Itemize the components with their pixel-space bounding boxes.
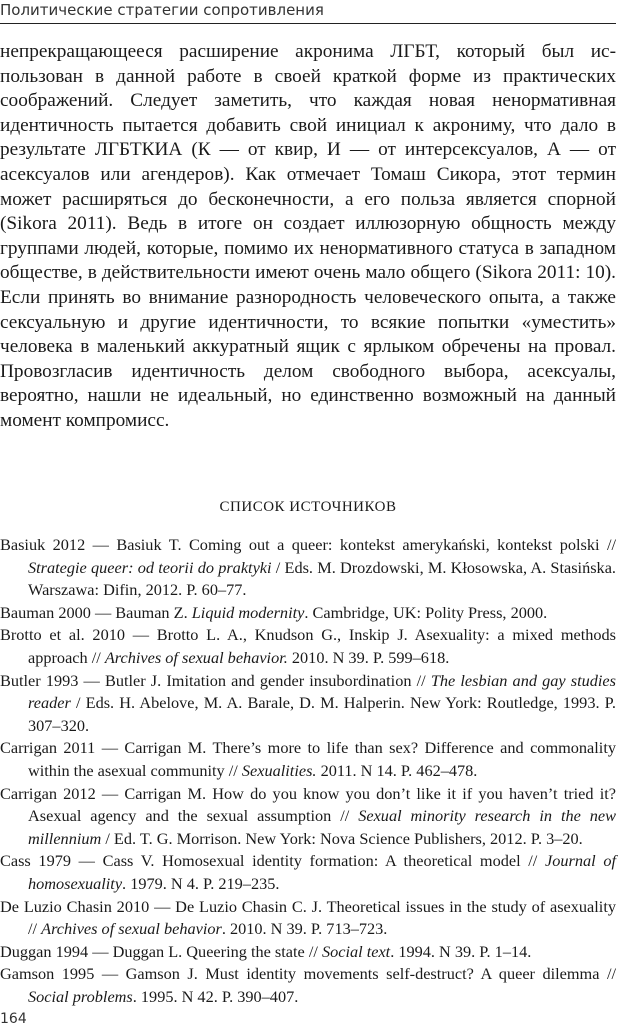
reference-entry: [0, 941, 616, 964]
reference-title: Archives of sexual behavior: [41, 919, 222, 939]
reference-entry: [0, 534, 616, 602]
reference-entry: [0, 896, 616, 941]
reference-title: Strategie queer: od teorii do praktyki: [28, 557, 272, 577]
reference-title: Journal of homosexuality: [28, 851, 616, 893]
reference-text: . 1994. N 39. P. 1–14.: [390, 941, 532, 961]
reference-text: Butler 1993 — Butler J. Imitation and gender insubordination //: [0, 670, 431, 690]
references-heading: СПИСОК ИСТОЧНИКОВ: [219, 499, 397, 515]
body-paragraph: непрекращающееся расширение акронима ЛГБТ, который был использован в данной работе в своей краткой форме из практических соображений. Следует заметить, что каждая новая ненормативная идентичность пытается добавить свой инициал к акрониму, что дало в результате ЛГБТКИА (К — от квир, И — от интерсексуалов, А — от асексуалов или агендеров). Как отмечает Томаш Сикора, этот термин может расширяться до бесконечности, а его польза является спорной (Sikora 2011). Ведь в итоге он создает иллюзорную общность между группами людей, которые, помимо их ненормативного статуса в западном обществе, в действительности имеют очень мало общего (Sikora 2011: 10). Если принять во внимание разнородность человеческого опыта, а также сексуальную и другие идентичности, то всякие попытки «уместить» человека в маленький аккуратный ящик с ярлыком обречены на провал. Провозгласив идентичность делом свободного выбора, асексуалы, вероятно, нашли не идеальный, но единственно возможный на данный момент компромисс.: [0, 41, 616, 431]
reference-text: Bauman 2000 — Bauman Z.: [0, 602, 192, 622]
header-rule: [0, 23, 616, 24]
reference-title: Sexualities.: [241, 760, 317, 780]
reference-title: Archives of sexual behavior.: [104, 647, 288, 667]
reference-text: / Eds. H. Abelove, M. A. Barale, D. M. Halperin. New York: Routledge, 1993. P. 307–320.: [28, 693, 616, 735]
references-list: [0, 534, 616, 1008]
page-number: 164: [0, 1011, 27, 1027]
reference-entry: [0, 963, 616, 1008]
reference-text: Carrigan 2011 — Carrigan M. There’s more to life than sex? Difference and commonality within the asexual community //: [0, 738, 616, 780]
reference-text: . 1995. N 42. P. 390–407.: [132, 986, 299, 1006]
reference-entry: [0, 783, 616, 851]
reference-title: Liquid modernity: [191, 602, 305, 622]
reference-title: Sexual minority research in the new millennium: [28, 806, 617, 848]
reference-text: 2010. N 39. P. 599–618.: [287, 647, 450, 667]
reference-text: Gamson 1995 — Gamson J. Must identity movements self-destruct? A queer dilemma //: [0, 964, 616, 984]
reference-title: The lesbian and gay studies reader: [28, 670, 616, 713]
reference-text: / Eds. M. Drozdowski, M. Kłosowska, A. Stasińska. Warszawa: Difin, 2012. P. 60–77.: [28, 557, 616, 600]
reference-entry: [0, 670, 616, 738]
reference-title: Social text: [321, 941, 391, 961]
reference-text: . Cambridge, UK: Polity Press, 2000.: [304, 602, 548, 622]
reference-text: Basiuk 2012 — Basiuk T. Coming out a queer: kontekst amerykański, kontekst polski //: [0, 535, 616, 554]
reference-text: De Luzio Chasin 2010 — De Luzio Chasin C. J. Theoretical issues in the study of asexuality //: [0, 896, 616, 939]
reference-text: . 1979. N 4. P. 219–235.: [122, 873, 280, 893]
running-head: Политические стратегии сопротивления: [0, 1, 324, 19]
reference-entry: [0, 737, 616, 782]
reference-text: Brotto et al. 2010 — Brotto L. A., Knudson G., Inskip J. Asexuality: a mixed methods approach //: [0, 625, 616, 667]
reference-text: / Ed. T. G. Morrison. New York: Nova Science Publishers, 2012. P. 3–20.: [101, 828, 583, 848]
reference-text: Duggan 1994 — Duggan L. Queering the state //: [0, 941, 322, 961]
reference-entry: [0, 602, 616, 625]
reference-title: Social problems: [28, 986, 133, 1006]
reference-entry: [0, 624, 616, 669]
reference-text: . 2010. N 39. P. 713–723.: [221, 919, 388, 939]
reference-text: 2011. N 14. P. 462–478.: [316, 760, 478, 780]
reference-entry: [0, 850, 616, 895]
reference-text: Cass 1979 — Cass V. Homosexual identity formation: A theoretical model //: [0, 851, 546, 871]
reference-text: Carrigan 2012 — Carrigan M. How do you know you don’t like it if you haven’t tried it? Asexual agency and the sexual assumption //: [0, 783, 616, 826]
